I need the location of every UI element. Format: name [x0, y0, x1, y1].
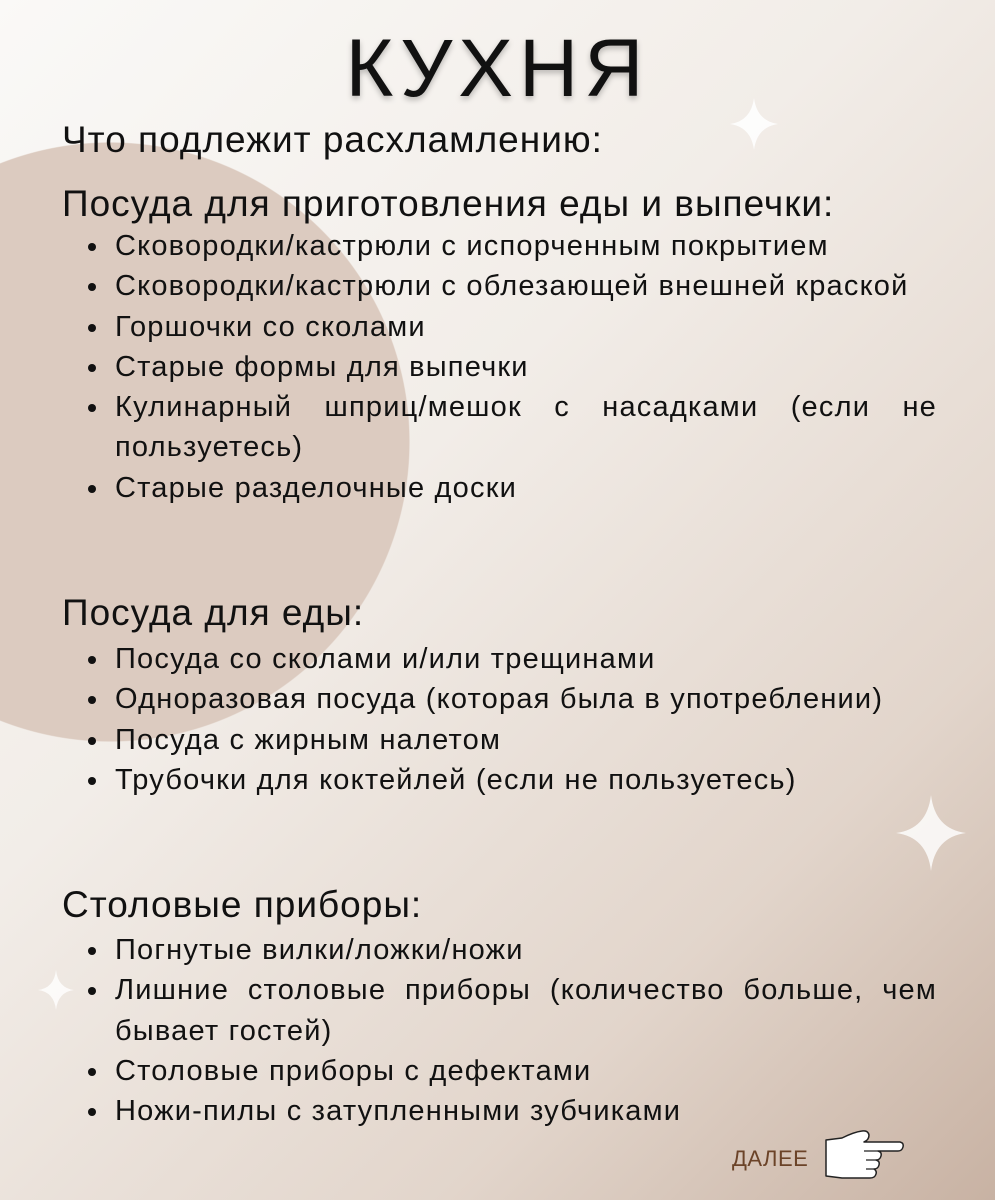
list-item: Кулинарный шприц/мешок с насадками (если не пользуетесь): [115, 387, 937, 468]
list-item: Лишние столовые приборы (количество больше, чем бывает гостей): [115, 970, 937, 1051]
pointing-hand-icon[interactable]: [822, 1130, 906, 1186]
list-item: Погнутые вилки/ложки/ножи: [115, 930, 937, 970]
section-heading: Посуда для приготовления еды и выпечки:: [62, 183, 835, 224]
list-item: Горшочки со сколами: [115, 307, 937, 347]
list-item: Одноразовая посуда (которая была в употреблении): [115, 679, 937, 719]
list-item: Столовые приборы с дефектами: [115, 1051, 937, 1091]
cookware-list: [62, 226, 937, 508]
dishes-list: [62, 639, 937, 800]
list-item: Трубочки для коктейлей (если не пользуетесь): [115, 760, 937, 800]
list-item: Посуда со сколами и/или трещинами: [115, 639, 937, 679]
list-item: Старые разделочные доски: [115, 468, 937, 508]
section-heading: Столовые приборы:: [62, 884, 423, 925]
list-item: Сковородки/кастрюли с испорченным покрытием: [115, 226, 937, 266]
list-item: Сковородки/кастрюли с облезающей внешней краской: [115, 266, 937, 306]
section-heading: Посуда для еды:: [62, 592, 365, 633]
next-label[interactable]: ДАЛЕЕ: [732, 1146, 809, 1171]
page-title: КУХНЯ: [345, 23, 650, 114]
cutlery-list: [62, 930, 937, 1131]
subtitle: Что подлежит расхламлению:: [62, 119, 603, 160]
sparkle-icon: [896, 795, 966, 871]
list-item: Посуда с жирным налетом: [115, 720, 937, 760]
list-item: Ножи-пилы с затупленными зубчиками: [115, 1091, 937, 1131]
list-item: Старые формы для выпечки: [115, 347, 937, 387]
